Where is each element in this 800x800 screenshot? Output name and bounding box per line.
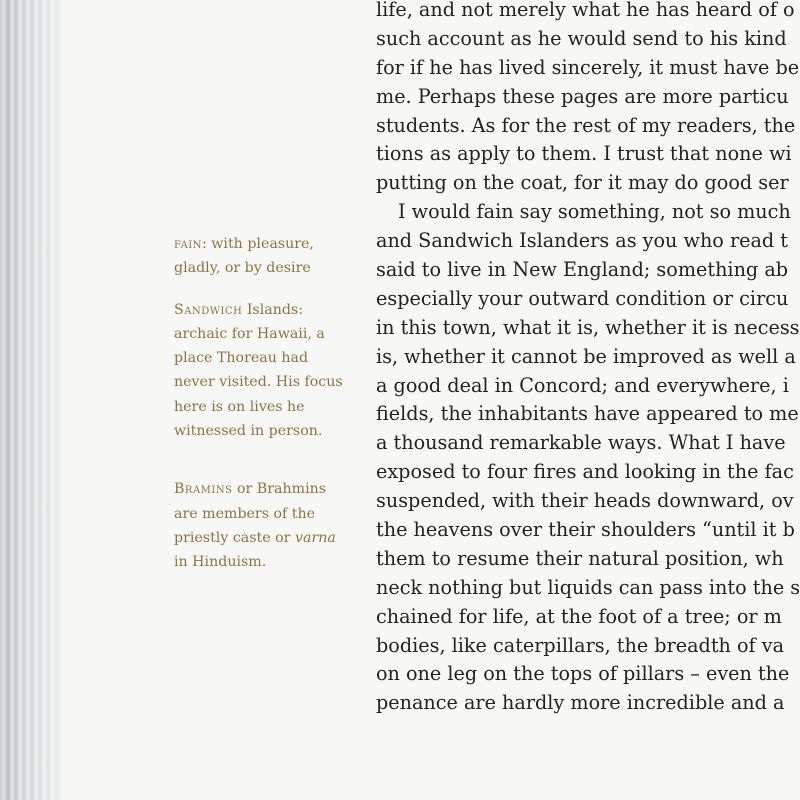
margin-note-fain <box>174 232 346 281</box>
body-line: penance are hardly more incredible and a <box>376 691 785 715</box>
body-line: exposed to four fires and looking in the fac <box>376 460 794 484</box>
body-line: on one leg on the tops of pillars – even the <box>376 662 790 686</box>
body-line: life, and not merely what he has heard of o <box>376 0 795 21</box>
body-line: tions as apply to them. I trust that none wi <box>376 142 792 166</box>
body-text <box>376 0 800 718</box>
body-line: suspended, with their heads downward, ov <box>376 489 794 513</box>
body-line: putting on the coat, for it may do good ser <box>376 171 789 195</box>
paragraph-start-line: I would fain say something, not so much <box>398 200 791 224</box>
body-line: especially your outward condition or circu <box>376 286 789 310</box>
note-term: fain <box>174 236 202 252</box>
body-line: me. Perhaps these pages are more particu <box>376 84 789 108</box>
body-line: is, whether it cannot be improved as well a <box>376 344 796 368</box>
note-text: : with pleasure, gladly, or by desire <box>174 236 314 277</box>
body-line: in this town, what it is, whether it is necess <box>376 315 800 339</box>
body-line: fields, the inhabitants have appeared to me <box>376 402 799 426</box>
body-line: them to resume their natural position, wh <box>376 546 784 570</box>
body-line: a thousand remarkable ways. What I have <box>376 431 786 455</box>
margin-note-bramins <box>174 477 346 574</box>
note-text: Islands: archaic for Hawaii, a place Thoreau had never visited. His focus here is on lives he witnessed in person. <box>174 301 343 440</box>
page-edges-decoration <box>0 0 66 800</box>
body-line: students. As for the rest of my readers, the <box>376 113 796 137</box>
note-term: Bramins <box>174 481 233 498</box>
body-line: said to live in New England; something ab <box>376 258 789 282</box>
body-line: and Sandwich Islanders as you who read t <box>376 229 789 253</box>
body-line: a good deal in Concord; and everywhere, i <box>376 373 789 397</box>
body-line: neck nothing but liquids can pass into the s <box>376 575 800 599</box>
body-line: chained for life, at the foot of a tree; or m <box>376 604 782 628</box>
margin-note-sandwich <box>174 298 346 444</box>
body-line: bodies, like caterpillars, the breadth of va <box>376 633 785 657</box>
note-italic: varna <box>294 529 336 546</box>
body-line: such account as he would send to his kind <box>376 26 787 50</box>
body-line: the heavens over their shoulders “until it b <box>376 518 795 542</box>
body-line: for if he has lived sincerely, it must have be <box>376 55 800 79</box>
note-text: or Brahmins are members of the priestly caste or <box>174 481 327 546</box>
note-tail: in Hinduism. <box>174 554 267 571</box>
margin-notes <box>174 232 346 575</box>
note-term: Sandwich <box>174 301 243 318</box>
